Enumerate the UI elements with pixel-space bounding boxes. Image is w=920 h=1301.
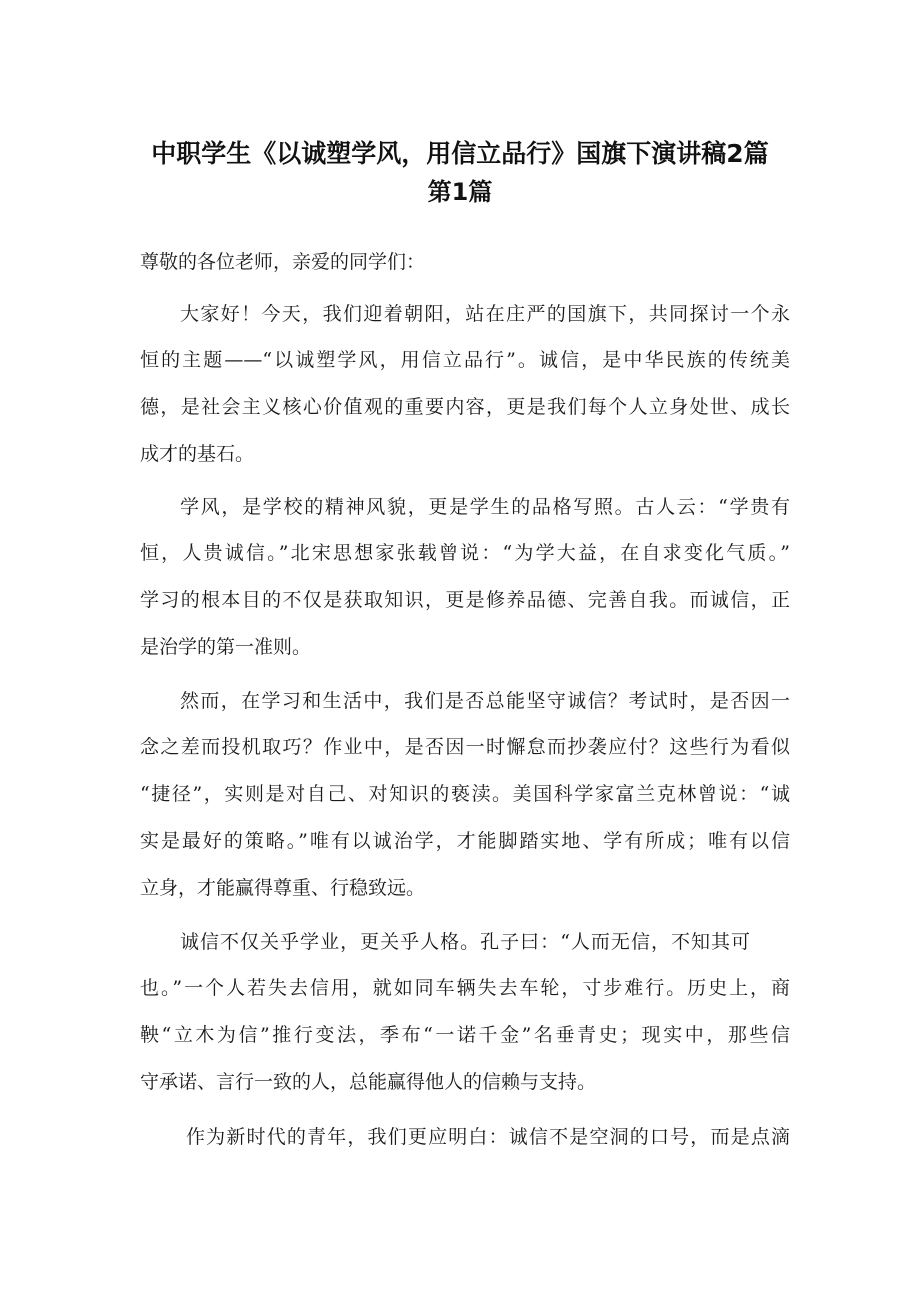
document-title: 中职学生《以诚塑学风，用信立品行》国旗下演讲稿2篇 [151, 139, 769, 168]
salutation: 尊敬的各位老师，亲爱的同学们： [140, 251, 426, 273]
paragraph-line: 成才的基石。 [140, 443, 255, 465]
paragraph-line: 德，是社会主义核心价值观的重要内容，更是我们每个人立身处世、成长 [140, 396, 790, 418]
paragraph-line: 作为新时代的青年，我们更应明白：诚信不是空洞的口号，而是点滴 [186, 1126, 790, 1148]
paragraph-line: 实是最好的策略。”唯有以诚治学，才能脚踏实地、学有所成；唯有以信 [140, 830, 790, 852]
paragraph-line: 是治学的第一准则。 [140, 636, 312, 658]
paragraph-line: 学习的根本目的不仅是获取知识，更是修养品德、完善自我。而诚信，正 [140, 589, 790, 611]
document-subtitle: 第1篇 [427, 178, 493, 206]
paragraph-line: 守承诺、言行一致的人，总能赢得他人的信赖与支持。 [140, 1071, 597, 1093]
paragraph-line: 立身，才能赢得尊重、行稳致远。 [140, 877, 426, 899]
paragraph-line: 学风，是学校的精神风貌，更是学生的品格写照。古人云：“学贵有 [180, 496, 790, 518]
paragraph-line: 也。”一个人若失去信用，就如同车辆失去车轮，寸步难行。历史上，商 [140, 977, 790, 999]
paragraph-line: 鞅“立木为信”推行变法，季布“一诺千金”名垂青史；现实中，那些信 [140, 1024, 790, 1046]
paragraph-line: 大家好！今天，我们迎着朝阳，站在庄严的国旗下，共同探讨一个永 [180, 303, 790, 325]
paragraph-line: 然而，在学习和生活中，我们是否总能坚守诚信？考试时，是否因一 [180, 690, 790, 712]
paragraph-line: “捷径”，实则是对自己、对知识的亵渎。美国科学家富兰克林曾说：“诚 [140, 783, 790, 805]
paragraph-line: 恒，人贵诚信。”北宋思想家张载曾说：“为学大益，在自求变化气质。” [140, 542, 790, 564]
paragraph-line: 念之差而投机取巧？作业中，是否因一时懈怠而抄袭应付？这些行为看似 [140, 736, 790, 758]
paragraph-line: 诚信不仅关乎学业，更关乎人格。孔子曰：“人而无信，不知其可 [180, 931, 750, 953]
paragraph-line: 恒的主题——“以诚塑学风，用信立品行”。诚信，是中华民族的传统美 [140, 349, 790, 371]
